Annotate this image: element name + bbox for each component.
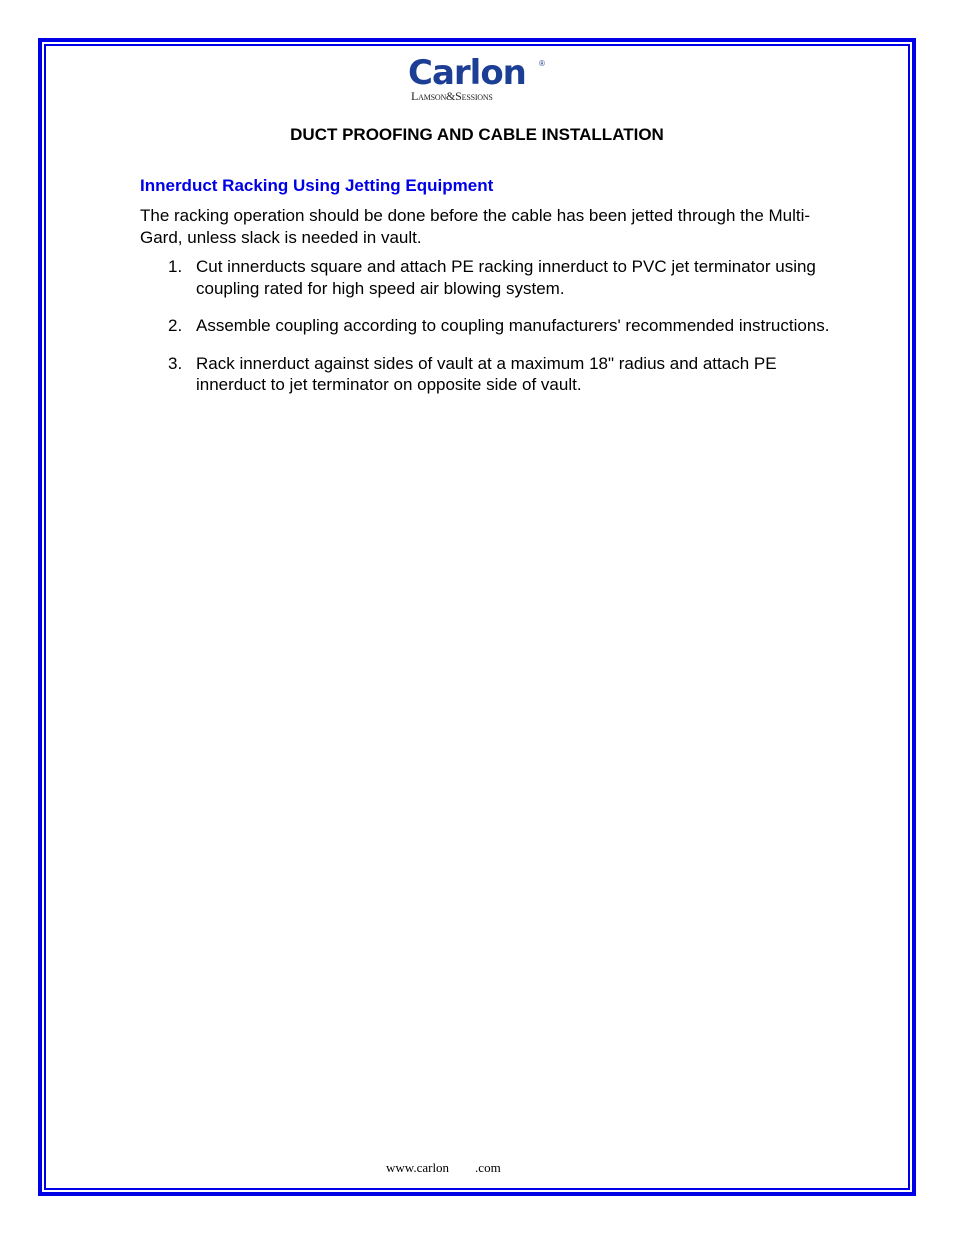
- step-number: 3.: [168, 353, 183, 373]
- step-number: 1.: [168, 257, 183, 276]
- step-number: 2.: [168, 316, 183, 335]
- list-item: [140, 353, 830, 396]
- document-title: DUCT PROOFING AND CABLE INSTALLATION: [290, 125, 664, 144]
- step-text: Assemble coupling according to coupling manufacturers' recommended instructions.: [196, 316, 830, 335]
- step-text: Rack innerduct against sides of vault at a maximum 18" radius and attach PE innerduct to jet terminator on opposite side of vault.: [196, 353, 777, 394]
- carlon-logo: [408, 53, 548, 106]
- registered-mark: ®: [539, 59, 545, 68]
- logo-subtitle: Lamson&Sessions: [411, 89, 493, 103]
- logo-brand: Carlon: [408, 53, 526, 93]
- section-heading: Innerduct Racking Using Jetting Equipment: [140, 176, 494, 195]
- list-item: [140, 256, 830, 299]
- intro-paragraph: The racking operation should be done before the cable has been jetted through the Multi-Gard, unless slack is needed in vault.: [140, 206, 811, 247]
- list-item: [140, 315, 830, 337]
- steps-list: [140, 256, 830, 412]
- step-text: Cut innerducts square and attach PE racking innerduct to PVC jet terminator using coupling rated for high speed air blowing system.: [196, 257, 816, 298]
- footer-url: www.carlon .com: [386, 1160, 501, 1175]
